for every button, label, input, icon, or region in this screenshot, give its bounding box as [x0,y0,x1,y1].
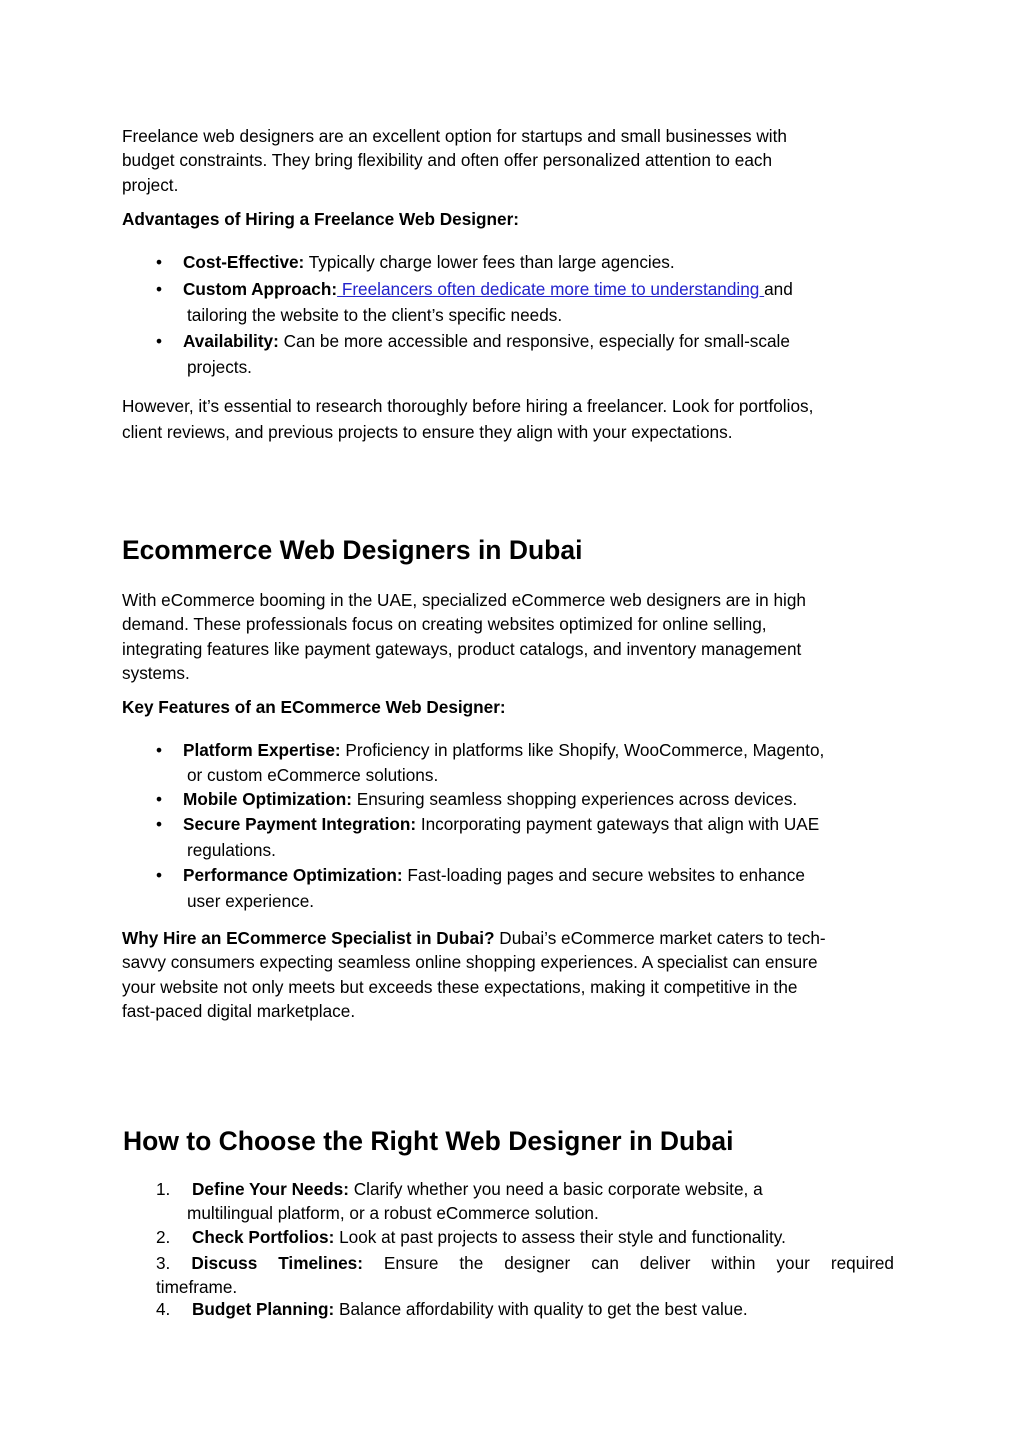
item-title: Custom Approach: [183,279,338,299]
item-word: within [711,1253,756,1273]
item-title: Mobile Optimization: [183,789,352,809]
intro-line: systems. [122,662,190,683]
choose-section-title: How to Choose the Right Web Designer in Dubai [123,1126,734,1156]
item-number: 3. [156,1253,171,1273]
item-word: required [830,1253,894,1273]
why-hire-line: fast-paced digital marketplace. [122,1000,356,1021]
item-word: your [776,1253,810,1273]
bullet-icon: • [156,865,163,885]
item-title: Platform Expertise: [183,740,341,760]
item-title: Timelines: [278,1253,363,1273]
item-title: Performance Optimization: [183,865,403,885]
bullet-icon: • [156,252,163,272]
item-word: deliver [639,1253,691,1273]
why-hire-title: Why Hire an ECommerce Specialist in Dubai? [122,928,495,948]
item-number: 4. [156,1299,171,1319]
freelance-advantages-heading: Advantages of Hiring a Freelance Web Designer: [122,209,520,229]
intro-line: budget constraints. They bring flexibility and often offer personalized attention to each [122,150,773,171]
item-text: Typically charge lower fees than large agencies. [304,252,675,272]
item-title: Secure Payment Integration: [183,814,417,834]
item-word: Ensure [383,1253,439,1273]
intro-line: project. [122,174,179,195]
item-text: Look at past projects to assess their style and functionality. [334,1227,786,1247]
why-hire-line: Dubai’s eCommerce market caters to tech- [494,928,826,948]
item-title: Budget Planning: [192,1299,335,1319]
item-text: Fast-loading pages and secure websites to enhance [402,865,805,885]
item-word: designer [504,1253,571,1273]
item-word: the [459,1253,484,1273]
bullet-icon: • [156,789,163,809]
intro-line: demand. These professionals focus on creating websites optimized for online selling, [122,614,767,635]
item-text: and [764,279,793,299]
item-title: Define Your Needs: [192,1179,349,1199]
item-text: Can be more accessible and responsive, especially for small-scale [278,331,790,351]
item-number: 1. [156,1179,171,1199]
ecommerce-intro-paragraph [122,588,902,685]
item-text: Clarify whether you need a basic corporate website, a [348,1179,763,1199]
item-number: 2. [156,1227,171,1247]
item-title: Discuss [191,1253,258,1273]
item-word: can [591,1253,619,1273]
why-hire-line: your website not only meets but exceeds these expectations, making it competitive in the [122,976,798,997]
ecommerce-section-title: Ecommerce Web Designers in Dubai [122,535,583,565]
bullet-icon: • [156,814,163,834]
freelance-outro-paragraph [122,393,902,445]
item-title: Check Portfolios: [192,1227,335,1247]
freelancers-link[interactable]: Freelancers often dedicate more time to understanding [337,279,765,299]
outro-line: client reviews, and previous projects to ensure they align with your expectations. [122,422,733,442]
item-text-continued: multilingual platform, or a robust eCommerce solution. [187,1203,599,1223]
item-text: Incorporating payment gateways that align with UAE [416,814,820,834]
item-text-continued: or custom eCommerce solutions. [187,765,439,785]
item-title: Availability: [183,331,279,351]
item-text: Proficiency in platforms like Shopify, WooCommerce, Magento, [340,740,825,760]
item-text-continued: timeframe. [156,1277,238,1298]
item-text-continued: user experience. [187,891,315,911]
item-title: Cost-Effective: [183,252,305,272]
bullet-icon: • [156,331,163,351]
item-text: Balance affordability with quality to get the best value. [334,1299,748,1319]
outro-line: However, it’s essential to research thoroughly before hiring a freelancer. Look for portfolios, [122,396,814,416]
ecommerce-features-heading: Key Features of an ECommerce Web Designer: [122,697,506,717]
intro-line: With eCommerce booming in the UAE, specialized eCommerce web designers are in high [122,590,806,610]
why-hire-paragraph [122,926,902,1023]
intro-line: Freelance web designers are an excellent option for startups and small businesses with [122,126,787,146]
bullet-icon: • [156,740,163,760]
item-text-continued: regulations. [187,840,276,860]
intro-line: integrating features like payment gateways, product catalogs, and inventory management [122,638,802,659]
numbered-item [156,1251,894,1300]
item-text-continued: tailoring the website to the client’s specific needs. [187,305,563,325]
item-text: Ensuring seamless shopping experiences across devices. [352,789,798,809]
why-hire-line: savvy consumers expecting seamless online shopping experiences. A specialist can ensure [122,952,818,973]
intro-paragraph [122,124,902,197]
item-text-continued: projects. [187,357,252,377]
bullet-icon: • [156,279,163,299]
